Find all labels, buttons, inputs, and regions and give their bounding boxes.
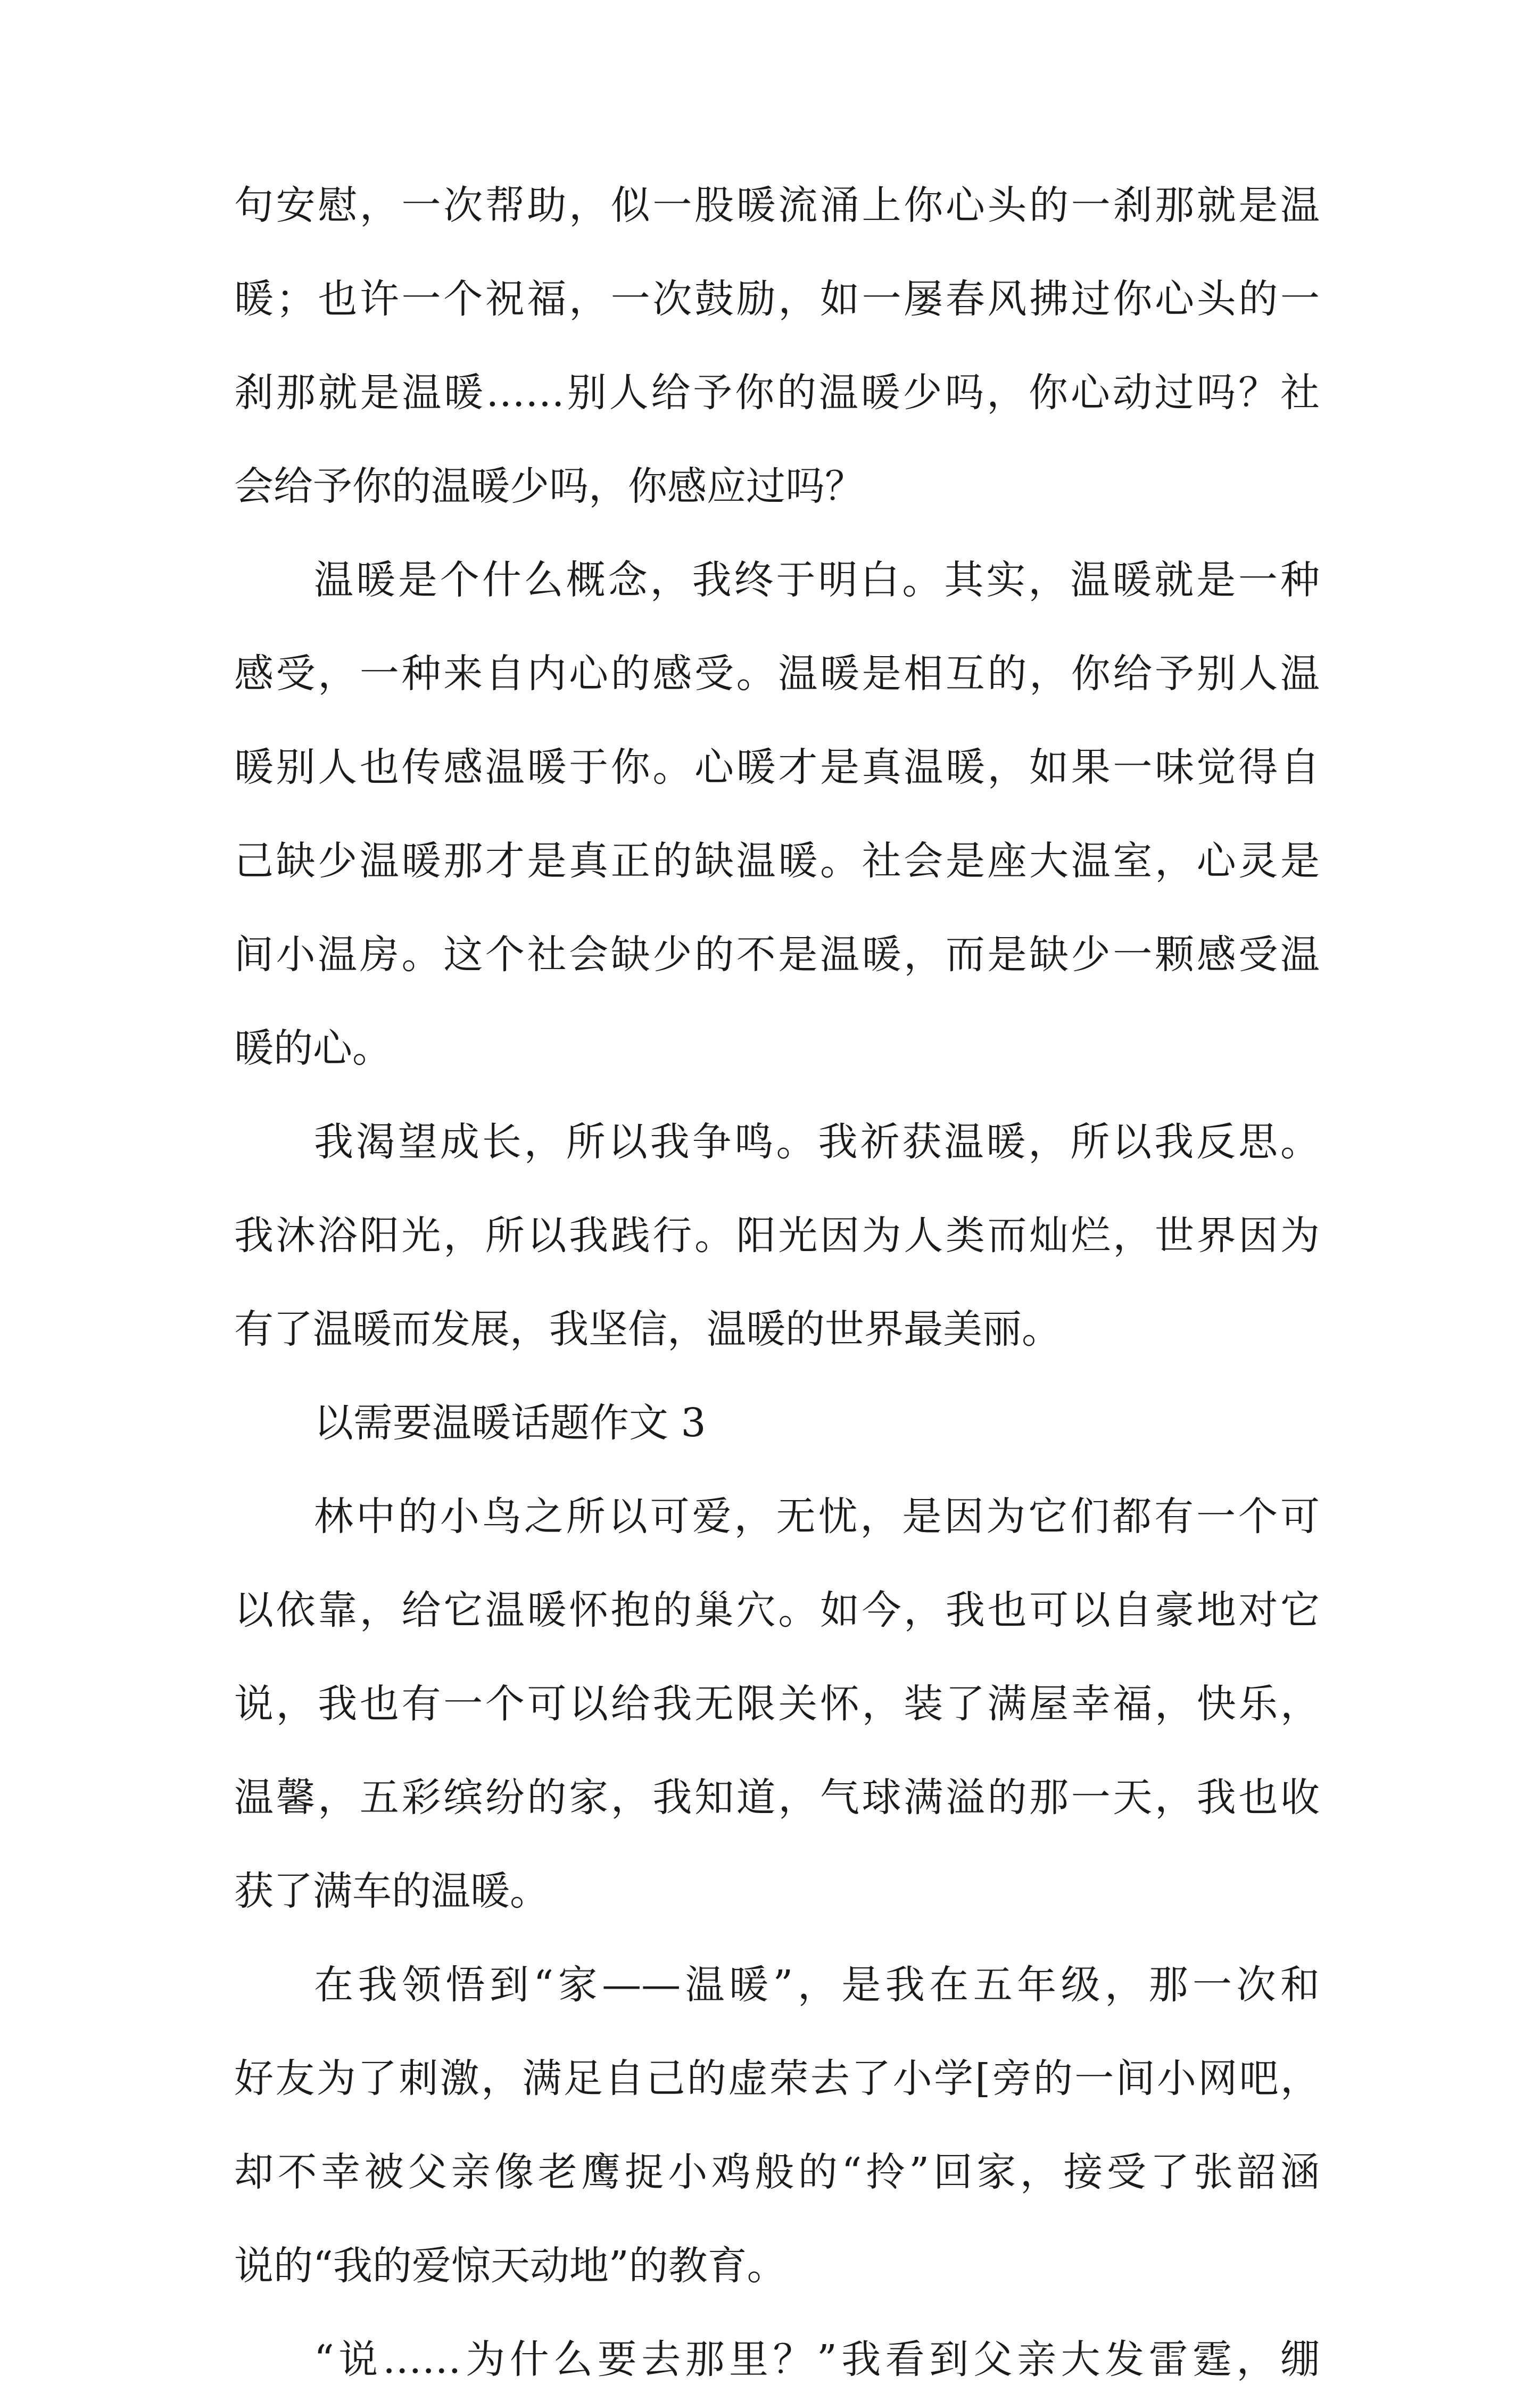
text-line: 己缺少温暖那才是真正的缺温暖。社会是座大温室，心灵是 [234,838,1320,884]
text-line: 温暖是个什么概念，我终于明白。其实，温暖就是一种 [314,557,1320,603]
text-line: 间小温房。这个社会缺少的不是温暖，而是缺少一颗感受温 [234,932,1320,978]
text-line: 暖别人也传感温暖于你。心暖才是真温暖，如果一味觉得自 [234,744,1320,790]
text-line: 在我领悟到“家——温暖”，是我在五年级，那一次和 [314,1962,1320,2008]
text-line: 有了温暖而发展，我坚信，温暖的世界最美丽。 [234,1306,1061,1352]
text-line: 说的“我的爱惊天动地”的教育。 [234,2243,786,2289]
text-line: 林中的小鸟之所以可爱，无忧，是因为它们都有一个可 [314,1494,1320,1539]
text-line: 说，我也有一个可以给我无限关怀，装了满屋幸福，快乐， [234,1681,1320,1727]
text-line: 感受，一种来自内心的感受。温暖是相互的，你给予别人温 [234,651,1320,697]
text-line: 暖的心。 [234,1025,392,1071]
text-line: 温馨，五彩缤纷的家，我知道，气球满溢的那一天，我也收 [234,1775,1320,1820]
document-body [234,181,1320,2384]
text-line: 句安慰，一次帮助，似一股暖流涌上你心头的一刹那就是温 [234,183,1320,228]
text-line: 暖；也许一个祝福，一次鼓励，如一屡春风拂过你心头的一 [234,276,1320,322]
text-line: 以依靠，给它温暖怀抱的巢穴。如今，我也可以自豪地对它 [234,1587,1320,1633]
text-line: 好友为了刺激，满足自己的虚荣去了小学[旁的一间小网吧， [234,2056,1320,2101]
text-line: 我渴望成长，所以我争鸣。我祈获温暖，所以我反思。 [314,1119,1320,1165]
text-line: 会给予你的温暖少吗，你感应过吗？ [234,463,864,509]
text-line: 获了满车的温暖。 [234,1868,549,1914]
text-line: 刹那就是温暖……别人给予你的温暖少吗，你心动过吗？社 [234,370,1320,416]
text-line: 却不幸被父亲像老鹰捉小鸡般的“拎”回家，接受了张韶涵 [234,2149,1320,2195]
text-line: 我沐浴阳光，所以我践行。阳光因为人类而灿烂，世界因为 [234,1213,1320,1259]
section-heading: 以需要温暖话题作文 3 [314,1400,706,1446]
text-line: “说……为什么要去那里？”我看到父亲大发雷霆，绷 [314,2337,1320,2382]
